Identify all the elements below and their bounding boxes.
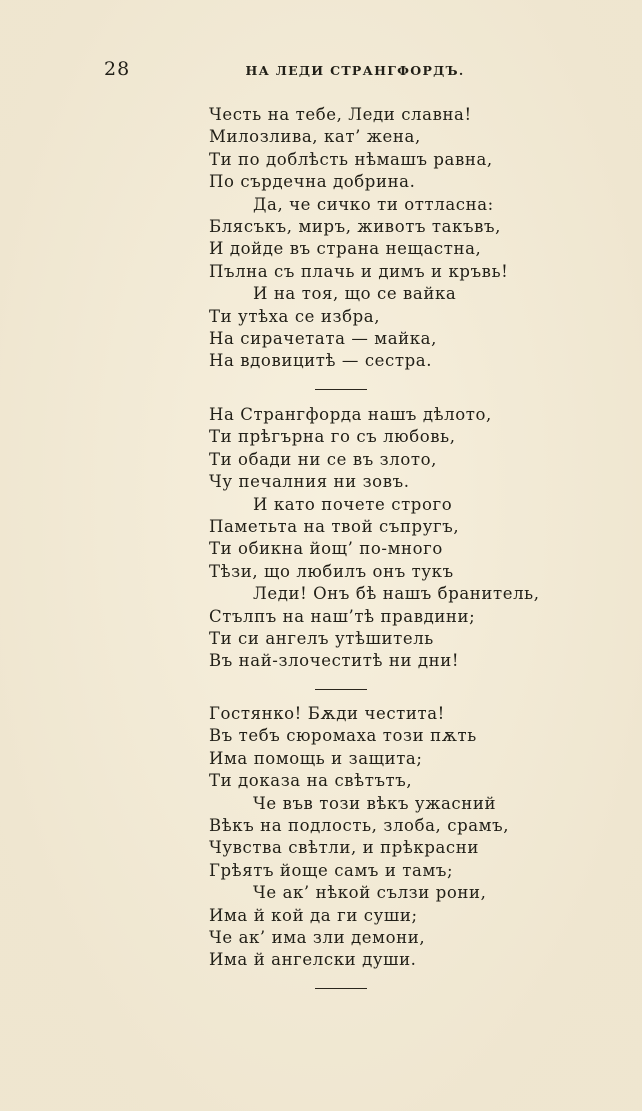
stanza-divider-1 [315, 389, 367, 390]
poem-line: Чу печалния ни зовъ. [209, 472, 410, 492]
poem-line: Ти утѣха се избра, [209, 306, 381, 326]
stanza-divider-2 [315, 689, 367, 690]
running-head: НА ЛЕДИ СТРАНГФОРДЪ. [245, 63, 465, 78]
poem-line: На вдовицитѣ — сестра. [209, 351, 433, 371]
poem-line: Че във този вѣкъ ужасний [253, 793, 497, 813]
poem-line: Чувства свѣтли, и прѣкрасни [209, 838, 479, 858]
poem-line: Има й ангелски души. [209, 950, 417, 970]
poem-line: Милозлива, кат’ жена, [209, 127, 421, 147]
poem-line: Блясъкъ, миръ, животъ такъвъ, [209, 216, 501, 236]
poem-line: Стълпъ на наш’тѣ правдини; [209, 606, 476, 626]
poem-line: Въ най-злочеститѣ ни дни! [209, 651, 460, 671]
stanza-divider-3 [315, 988, 367, 989]
stanza-1 [209, 104, 508, 373]
poem-line: Да, че сичко ти оттласна: [253, 194, 494, 214]
poem-line: Ти си ангелъ утѣшитель [209, 628, 434, 648]
poem-line: Паметьта на твой съпругъ, [209, 516, 460, 536]
poem-line: Грѣятъ йоще самъ и тамъ; [209, 860, 454, 880]
poem-line: Ти доказа на свѣтътъ, [209, 771, 413, 791]
poem-line: Ти по доблѣсть нѣмашъ равна, [209, 149, 493, 169]
page-number: 28 [104, 58, 131, 80]
poem-line: Има помощь и защита; [209, 748, 423, 768]
poem-line: Ти прѣгърна го съ любовь, [209, 427, 456, 447]
poem-line: Честь на тебе, Леди славна! [209, 105, 472, 124]
poem-line: Ти обикна йощ’ по-много [209, 539, 443, 559]
poem-line: И на тоя, що се вайка [253, 284, 457, 304]
stanza-3 [209, 703, 509, 972]
poem-line: Пълна съ плачь и димъ и кръвь! [209, 261, 509, 281]
poem-line: И дойде въ страна нещастна, [209, 239, 482, 259]
poem-line: Ти обади ни се въ злото, [209, 449, 437, 469]
poem-line: И като почете строго [253, 494, 453, 514]
poem-line: Че ак’ има зли демони, [209, 927, 426, 947]
poem-line: На Странгфорда нашъ дѣлото, [209, 405, 492, 424]
poem-line: Има й кой да ги суши; [209, 905, 418, 925]
poem-line: Вѣкъ на подлость, злоба, срамъ, [209, 815, 510, 835]
poem-line: Въ тебъ сюромаха този пѫть [209, 726, 477, 746]
poem-line: Тѣзи, що любилъ онъ тукъ [209, 561, 454, 581]
poem-line: Гостянко! Бѫди честита! [209, 704, 445, 723]
poem-line: На сирачетата — майка, [209, 328, 437, 348]
stanza-2 [209, 404, 540, 673]
poem-line: Че ак’ нѣкой сълзи рони, [253, 883, 487, 903]
poem-line: Леди! Онъ бѣ нашъ бранитель, [253, 584, 540, 604]
poem-line: По сърдечна добрина. [209, 172, 416, 192]
